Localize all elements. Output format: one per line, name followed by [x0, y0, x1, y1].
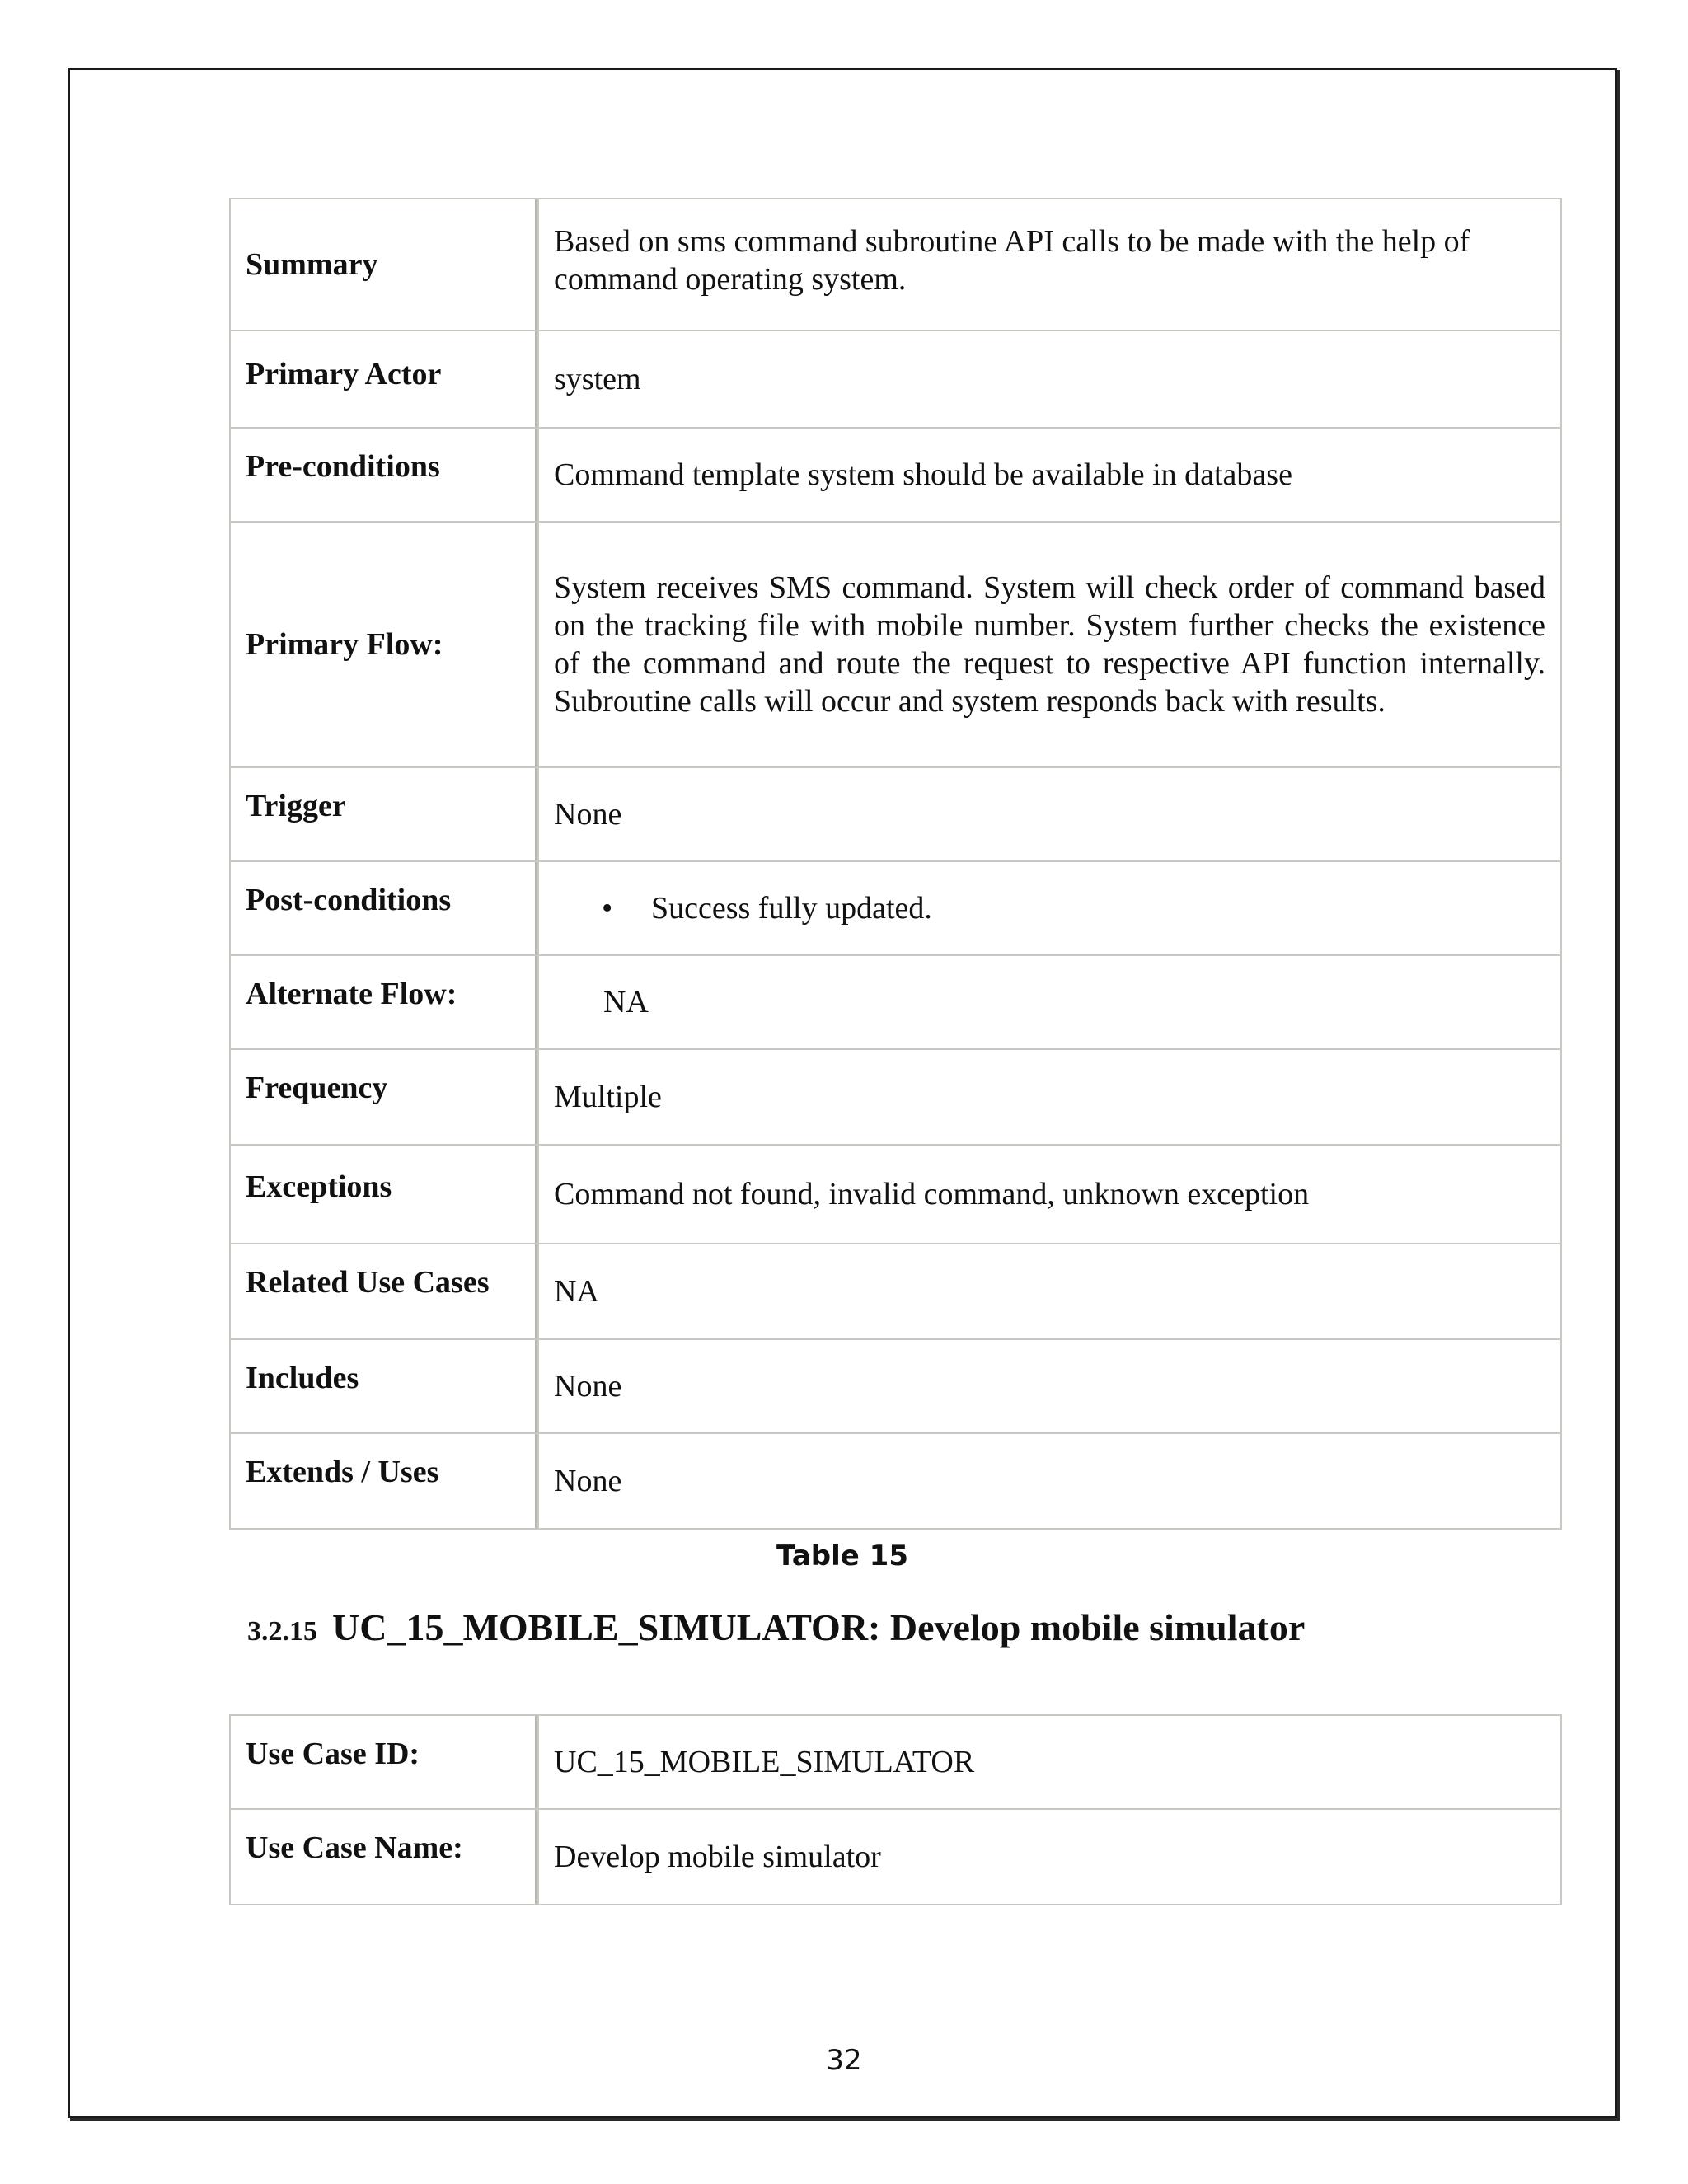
row-value	[537, 331, 1562, 429]
row-label	[229, 331, 537, 429]
label-text: Extends / Uses	[246, 1455, 439, 1489]
label-text: Post-conditions	[246, 883, 452, 917]
value-text: Develop mobile simulator	[554, 1840, 881, 1874]
label-text: Includes	[246, 1361, 359, 1395]
row-value	[537, 956, 1562, 1050]
table-row-primary-flow	[229, 523, 1562, 768]
row-value	[537, 1050, 1562, 1146]
row-value	[537, 1434, 1562, 1530]
table-caption: Table 15	[776, 1540, 908, 1572]
table-row-includes	[229, 1340, 1562, 1434]
row-value	[537, 429, 1562, 523]
page-number: 32	[826, 2044, 862, 2077]
table-row-exceptions	[229, 1146, 1562, 1244]
table-row-alternate-flow	[229, 956, 1562, 1050]
label-text: Alternate Flow:	[246, 977, 457, 1011]
label-text: Frequency	[246, 1071, 388, 1105]
bullet-icon: •	[602, 891, 613, 926]
label-text: Trigger	[246, 789, 346, 823]
value-text: None	[554, 1369, 622, 1404]
value-text: Multiple	[554, 1080, 662, 1114]
row-value	[537, 862, 1562, 956]
value-text: None	[554, 1464, 622, 1498]
value-text: NA	[554, 1274, 599, 1309]
label-text: Use Case ID:	[246, 1736, 420, 1771]
row-value	[537, 198, 1562, 331]
table-row-use-case-id	[229, 1714, 1562, 1810]
row-label	[229, 1050, 537, 1146]
table-row-pre-conditions	[229, 429, 1562, 523]
row-label	[229, 862, 537, 956]
row-value	[537, 1714, 1562, 1810]
label-text: Related Use Cases	[246, 1265, 490, 1300]
table-row-trigger	[229, 768, 1562, 862]
row-label	[229, 429, 537, 523]
value-text: Command not found, invalid command, unknown exception	[554, 1177, 1310, 1212]
row-value	[537, 1340, 1562, 1434]
table-row-frequency	[229, 1050, 1562, 1146]
row-value	[537, 523, 1562, 768]
table-row-post-conditions	[229, 862, 1562, 956]
row-label	[229, 768, 537, 862]
table-row-primary-actor	[229, 331, 1562, 429]
row-label	[229, 1340, 537, 1434]
table-row-extends-uses	[229, 1434, 1562, 1530]
row-label	[229, 956, 537, 1050]
value-text: Success fully updated.	[651, 891, 932, 926]
use-case-table-14	[229, 198, 1562, 1530]
value-text: NA	[603, 985, 649, 1019]
row-value	[537, 1244, 1562, 1340]
section-number: 3.2.15	[247, 1616, 317, 1647]
value-text: system	[554, 362, 641, 396]
row-label	[229, 1810, 537, 1905]
value-text: Based on sms command subroutine API calls to be made with the help of command operating system.	[554, 224, 1470, 297]
row-value	[537, 1146, 1562, 1244]
row-label	[229, 523, 537, 768]
row-label	[229, 1146, 537, 1244]
label-text: Primary Flow:	[246, 627, 443, 662]
table-row-summary	[229, 198, 1562, 331]
value-text: UC_15_MOBILE_SIMULATOR	[554, 1745, 975, 1779]
row-label	[229, 198, 537, 331]
use-case-table-15	[229, 1714, 1562, 1905]
section-heading	[247, 1605, 1305, 1649]
row-label	[229, 1714, 537, 1810]
row-label	[229, 1244, 537, 1340]
value-text: None	[554, 797, 622, 832]
section-title: UC_15_MOBILE_SIMULATOR: Develop mobile simulator	[332, 1606, 1306, 1648]
label-text: Pre-conditions	[246, 449, 440, 484]
label-text: Primary Actor	[246, 357, 442, 391]
value-text: System receives SMS command. System will check order of command based on the tracking file with mobile number. System further checks the existence of the command and route the request to respective API function internally. Subroutine calls will occur and system responds back with results.	[554, 570, 1545, 719]
table-row-use-case-name	[229, 1810, 1562, 1905]
row-label	[229, 1434, 537, 1530]
label-text: Exceptions	[246, 1169, 392, 1204]
value-text: Command template system should be available in database	[554, 457, 1292, 492]
label-text: Use Case Name:	[246, 1830, 463, 1865]
label-text: Summary	[246, 247, 378, 282]
table-row-related-use-cases	[229, 1244, 1562, 1340]
row-value	[537, 768, 1562, 862]
row-value	[537, 1810, 1562, 1905]
